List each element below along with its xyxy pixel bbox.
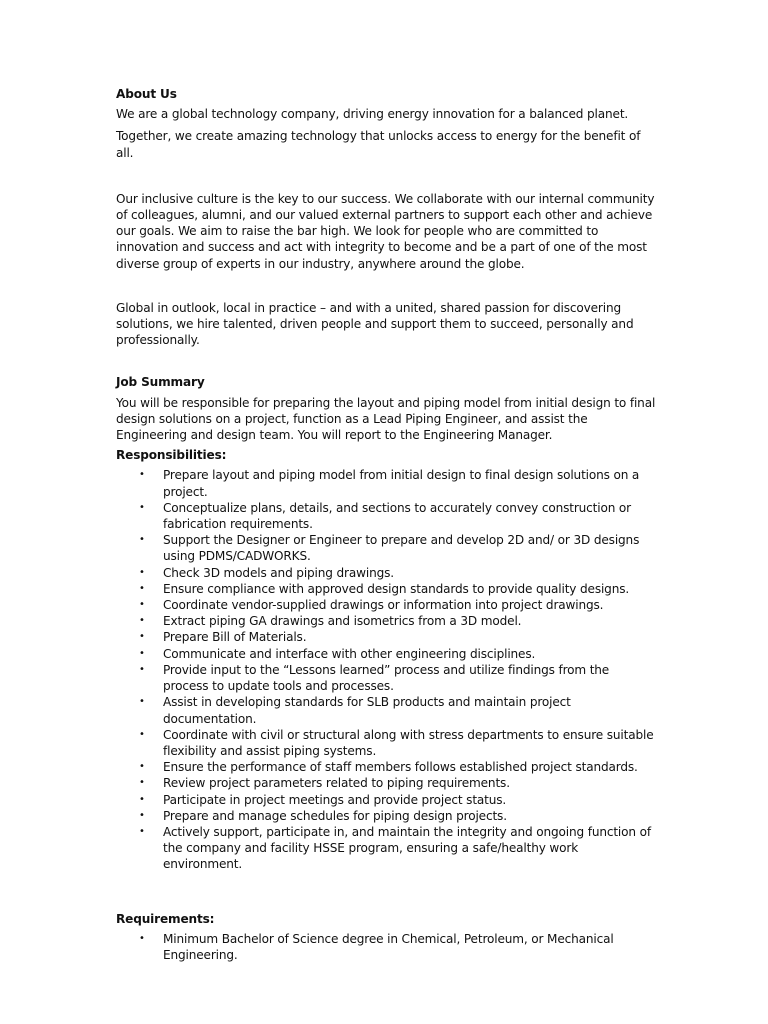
list-item xyxy=(116,727,656,759)
list-item-text: Review project parameters related to piping requirements. xyxy=(163,776,510,791)
list-item-text: Ensure the performance of staff members follows established project standards. xyxy=(163,760,638,775)
list-item xyxy=(116,662,656,694)
bullet-icon: • xyxy=(139,534,145,546)
list-item-text: Prepare and manage schedules for piping design projects. xyxy=(163,808,507,823)
bullet-icon: • xyxy=(139,599,145,611)
list-item xyxy=(116,775,656,791)
list-item xyxy=(116,532,656,564)
list-item xyxy=(116,759,656,775)
bullet-icon: • xyxy=(139,825,145,837)
about-line-1: We are a global technology company, driving energy innovation for a balanced planet. xyxy=(116,107,629,122)
responsibilities-list xyxy=(116,467,656,872)
bullet-icon: • xyxy=(139,647,145,659)
list-item-text: Ensure compliance with approved design standards to provide quality designs. xyxy=(163,581,630,596)
list-item-text: Minimum Bachelor of Science degree in Chemical, Petroleum, or Mechanical Engineering. xyxy=(163,931,614,962)
bullet-icon: • xyxy=(139,501,145,513)
requirements-list xyxy=(116,931,656,963)
list-item-text: Provide input to the “Lessons learned” process and utilize findings from the process to update tools and processes. xyxy=(163,662,610,694)
list-item-text: Conceptualize plans, details, and sections to accurately convey construction or fabrication requirements. xyxy=(163,500,631,532)
list-item-text: Assist in developing standards for SLB products and maintain project documentation. xyxy=(163,695,571,726)
bullet-icon: • xyxy=(139,793,145,805)
document-body xyxy=(116,86,656,963)
list-item xyxy=(116,613,656,629)
list-item-text: Coordinate vendor-supplied drawings or information into project drawings. xyxy=(163,598,604,613)
bullet-icon: • xyxy=(139,663,145,675)
bullet-icon: • xyxy=(139,469,145,481)
list-item-text: Actively support, participate in, and maintain the integrity and ongoing function of the company and facility HSSE program, ensuring a safe/healthy work environment. xyxy=(163,824,651,872)
bullet-icon: • xyxy=(139,932,145,944)
bullet-icon: • xyxy=(139,777,145,789)
list-item xyxy=(116,597,656,613)
list-item-text: Prepare Bill of Materials. xyxy=(163,630,307,645)
bullet-icon: • xyxy=(139,728,145,740)
responsibilities-heading: Responsibilities: xyxy=(116,448,227,463)
list-item-text: Participate in project meetings and provide project status. xyxy=(163,792,507,807)
bullet-icon: • xyxy=(139,615,145,627)
list-item-text: Coordinate with civil or structural along with stress departments to ensure suitable flexibility and assist piping systems. xyxy=(163,727,654,758)
bullet-icon: • xyxy=(139,631,145,643)
bullet-icon: • xyxy=(139,582,145,594)
culture-paragraph: Our inclusive culture is the key to our success. We collaborate with our internal community of colleagues, alumni, and our valued external partners to support each other and achieve our goals. We aim to raise the bar high. We look for people who are committed to innovation and success and act with integrity to become and be a part of one of the most diverse group of experts in our industry, anywhere around the globe. xyxy=(116,191,655,271)
list-item xyxy=(116,629,656,645)
job-summary-heading: Job Summary xyxy=(116,375,205,390)
requirements-heading: Requirements: xyxy=(116,911,215,926)
list-item xyxy=(116,808,656,824)
list-item-text: Communicate and interface with other engineering disciplines. xyxy=(163,646,536,661)
list-item xyxy=(116,646,656,662)
list-item xyxy=(116,500,656,532)
job-summary-text: You will be responsible for preparing the layout and piping model from initial design to final design solutions on a project, function as a Lead Piping Engineer, and assist the Engineering and design team. You will report to the Engineering Manager. xyxy=(116,395,656,443)
list-item xyxy=(116,565,656,581)
bullet-icon: • xyxy=(139,809,145,821)
bullet-icon: • xyxy=(139,696,145,708)
list-item-text: Extract piping GA drawings and isometrics from a 3D model. xyxy=(163,614,522,629)
list-item-text: Check 3D models and piping drawings. xyxy=(163,565,394,580)
list-item xyxy=(116,581,656,597)
bullet-icon: • xyxy=(139,566,145,578)
outlook-paragraph: Global in outlook, local in practice – and with a united, shared passion for discovering solutions, we hire talented, driven people and support them to succeed, personally and professionally. xyxy=(116,300,634,348)
list-item xyxy=(116,694,656,726)
list-item xyxy=(116,824,656,873)
list-item xyxy=(116,931,656,963)
list-item xyxy=(116,467,656,499)
about-line-2: Together, we create amazing technology that unlocks access to energy for the benefit of all. xyxy=(116,129,641,160)
about-heading: About Us xyxy=(116,87,177,101)
bullet-icon: • xyxy=(139,761,145,773)
list-item-text: Support the Designer or Engineer to prepare and develop 2D and/ or 3D designs using PDMS/CADWORKS. xyxy=(163,533,640,564)
list-item xyxy=(116,792,656,808)
list-item-text: Prepare layout and piping model from initial design to final design solutions on a project. xyxy=(163,468,640,499)
